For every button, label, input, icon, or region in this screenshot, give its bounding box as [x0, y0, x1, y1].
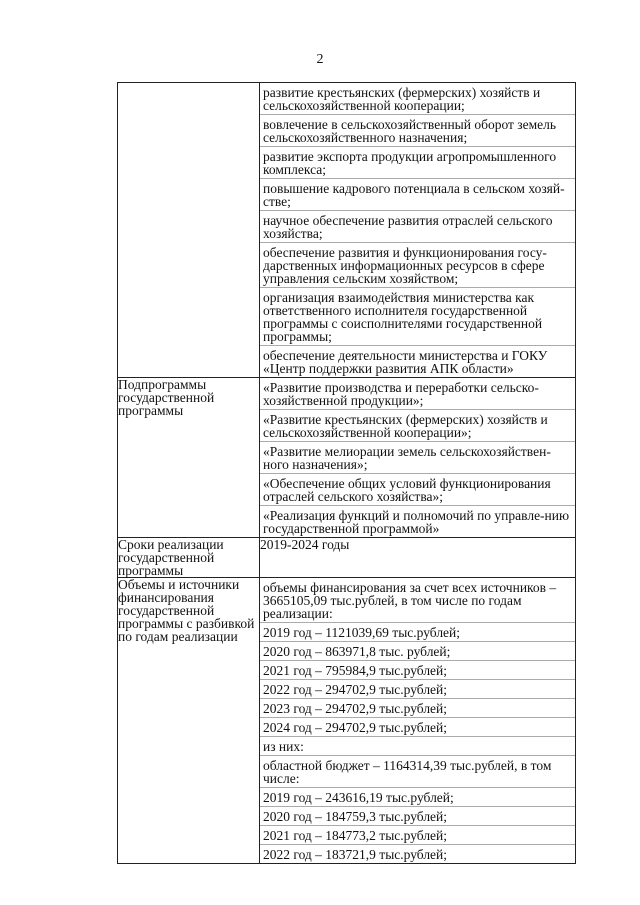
subprograms-row — [118, 378, 576, 538]
list-item: «Реализация функций и полномочий по управле-нию государственной программой» — [263, 508, 570, 536]
list-item: 2021 год – 795984,9 тыс.рублей; — [260, 661, 575, 680]
list-item: обеспечение развития и функционирования госу-дарственных информационных ресурсов в сфере управления сельским хозяйством; — [260, 243, 575, 288]
tasks-row — [118, 83, 576, 378]
list-item: 2023 год – 294702,9 тыс.рублей; — [260, 699, 575, 718]
list-item: «Развитие мелиорации земель сельскохозяйствен-ного назначения»; — [260, 442, 575, 474]
terms-row — [118, 538, 576, 578]
list-item: 2021 год – 184773,2 тыс.рублей; — [260, 826, 575, 845]
list-item: 2020 год – 184759,3 тыс.рублей; — [260, 807, 575, 826]
list-item: 2019 год – 243616,19 тыс.рублей; — [260, 788, 575, 807]
list-item: областной бюджет – 1164314,39 тыс.рублей, в том числе: — [260, 756, 575, 788]
subprograms-label: Подпрограммы государственной программы — [118, 378, 260, 538]
list-item: 2022 год – 294702,9 тыс.рублей; — [260, 680, 575, 699]
passport-table — [117, 82, 576, 864]
funding-row — [118, 578, 576, 864]
list-item: научное обеспечение развития отраслей сельского хозяйства; — [260, 211, 575, 243]
terms-label: Сроки реализации государственной программы — [118, 538, 260, 578]
list-item: «Обеспечение общих условий функционирования отраслей сельского хозяйства»; — [260, 474, 575, 506]
list-item: из них: — [260, 737, 575, 756]
list-item: развитие экспорта продукции агропромышленного комплекса; — [260, 147, 575, 179]
funding-list — [260, 578, 576, 864]
tasks-label — [118, 83, 260, 378]
page-number: 2 — [316, 52, 324, 67]
list-item: 2019 год – 1121039,69 тыс.рублей; — [260, 623, 575, 642]
funding-label: Объемы и источники финансирования государственной программы с разбивкой по годам реализации — [118, 578, 260, 864]
list-item: организация взаимодействия министерства как ответственного исполнителя государственной программы с соисполнителями государственной программы; — [260, 288, 575, 346]
subprograms-list — [260, 378, 576, 538]
list-item: обеспечение деятельности министерства и ГОКУ «Центр поддержки развития АПК области» — [263, 348, 548, 376]
list-item: «Развитие крестьянских (фермерских) хозяйств и сельскохозяйственной кооперации»; — [260, 410, 575, 442]
terms-value: 2019-2024 годы — [260, 538, 576, 578]
list-item: 2024 год – 294702,9 тыс.рублей; — [260, 718, 575, 737]
list-item: вовлечение в сельскохозяйственный оборот земель сельскохозяйственного назначения; — [260, 115, 575, 147]
list-item: 2020 год – 863971,8 тыс. рублей; — [260, 642, 575, 661]
tasks-list — [260, 83, 576, 378]
list-item: «Развитие производства и переработки сельско-хозяйственной продукции»; — [260, 378, 575, 410]
list-item: объемы финансирования за счет всех источников – 3665105,09 тыс.рублей, в том числе по годам реализации: — [260, 578, 575, 623]
list-item: 2022 год – 183721,9 тыс.рублей; — [263, 847, 448, 862]
list-item: повышение кадрового потенциала в сельском хозяй-стве; — [260, 179, 575, 211]
list-item: развитие крестьянских (фермерских) хозяйств и сельскохозяйственной кооперации; — [260, 83, 575, 115]
